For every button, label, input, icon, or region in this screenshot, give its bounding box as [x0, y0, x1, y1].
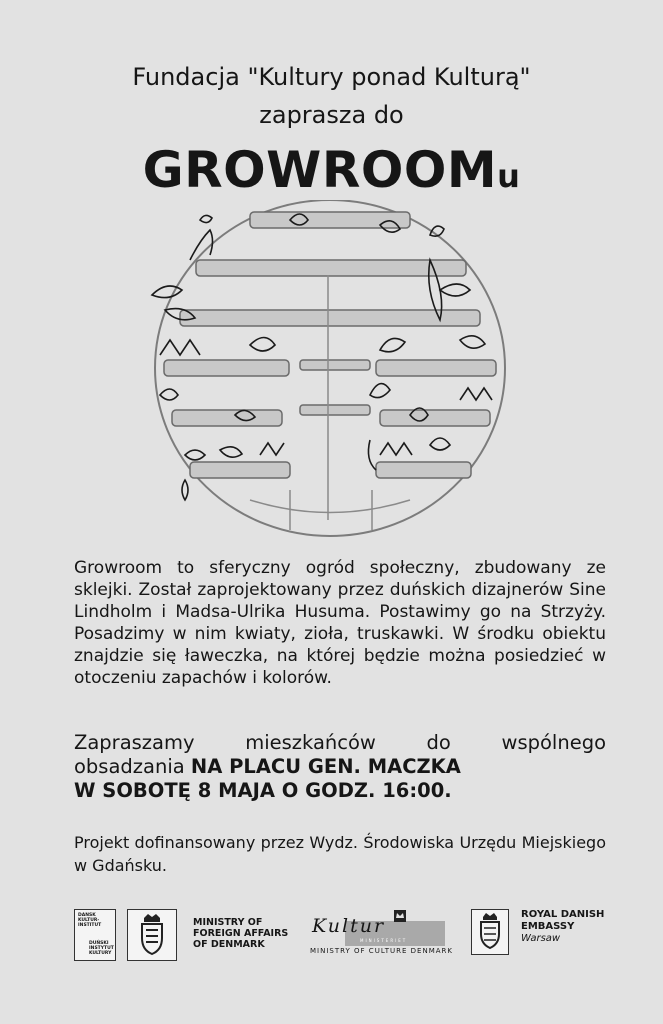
danish-coat-of-arms-logo — [127, 909, 177, 961]
shelf — [250, 212, 410, 228]
institute-logo-bottom-text: DUŃSKI INSTYTUT KULTURY — [89, 941, 114, 956]
description-paragraph: Growroom to sferyczny ogród społeczny, zbudowany ze sklejki. Został zaprojektowany przez duńskich dizajnerów Sine Lindholm i Madsa-Ulrika Husuma. Postawimy go na Strzyży. Posadzimy w nim kwiaty, zioła, truskawki. W środku obiektu znajdzie się ławeczka, na której będzie można posiedzieć w otoczeniu zapachów i kolorów. — [74, 558, 606, 688]
invite-word: mieszkańców — [245, 731, 376, 754]
shelf — [180, 310, 480, 326]
invitation-line-1 — [74, 731, 606, 755]
shelf — [376, 462, 471, 478]
invitation-block — [74, 731, 606, 803]
event-date-time: W SOBOTĘ 8 MAJA O GODZ. 16:00. — [74, 779, 452, 802]
invite-word: wspólnego — [501, 731, 606, 754]
shelf — [300, 360, 370, 370]
danish-cultural-institute-logo — [74, 909, 116, 961]
invite-word: obsadzania — [74, 755, 185, 778]
title-suffix: u — [497, 157, 521, 195]
shelf — [190, 462, 290, 478]
mfa-line-1: MINISTRY OF — [193, 917, 263, 928]
crown-shield-icon — [472, 910, 508, 954]
shelf — [380, 410, 490, 426]
event-title — [0, 140, 663, 206]
mfa-line-3: OF DENMARK — [193, 939, 265, 950]
invitation-line-2 — [74, 755, 606, 779]
ministry-of-culture-caption: MINISTRY OF CULTURE DENMARK — [310, 947, 453, 955]
rde-line-3: Warsaw — [521, 933, 561, 944]
shelves — [164, 212, 496, 478]
invite-word: do — [426, 731, 451, 754]
shelf — [196, 260, 466, 276]
institute-logo-top-text: DANSK KULTUR-INSTITUT — [78, 913, 102, 928]
plant-drawings — [152, 214, 492, 500]
rde-line-2: EMBASSY — [521, 921, 575, 932]
mfa-line-2: FOREIGN AFFAIRS — [193, 928, 289, 939]
invite-word: Zapraszamy — [74, 731, 195, 754]
crown-icon — [393, 909, 407, 923]
funding-note: Projekt dofinansowany przez Wydz. Środowiska Urzędu Miejskiego w Gdańsku. — [74, 833, 606, 875]
event-location: NA PLACU GEN. MACZKA — [190, 755, 461, 778]
invite-line: zaprasza do — [259, 101, 404, 129]
shelf — [300, 405, 370, 415]
crown-shield-icon — [128, 910, 176, 960]
royal-danish-embassy-text — [521, 909, 604, 945]
sponsor-logos — [0, 905, 663, 965]
title-main: GROWROOM — [142, 141, 498, 199]
organizer-line: Fundacja "Kultury ponad Kulturą" — [132, 63, 531, 91]
ministry-foreign-affairs-text — [193, 917, 288, 950]
shelf — [172, 410, 282, 426]
invitation-line-3 — [74, 779, 606, 803]
shelf — [164, 360, 289, 376]
growroom-sphere-illustration — [140, 200, 520, 545]
royal-danish-embassy-emblem — [471, 909, 509, 955]
kultur-logo-ministeriet: MINISTERIET — [360, 938, 408, 943]
rde-line-1: ROYAL DANISH — [521, 909, 605, 920]
shelf — [376, 360, 496, 376]
kultur-logo-word: Kultur — [312, 915, 386, 937]
